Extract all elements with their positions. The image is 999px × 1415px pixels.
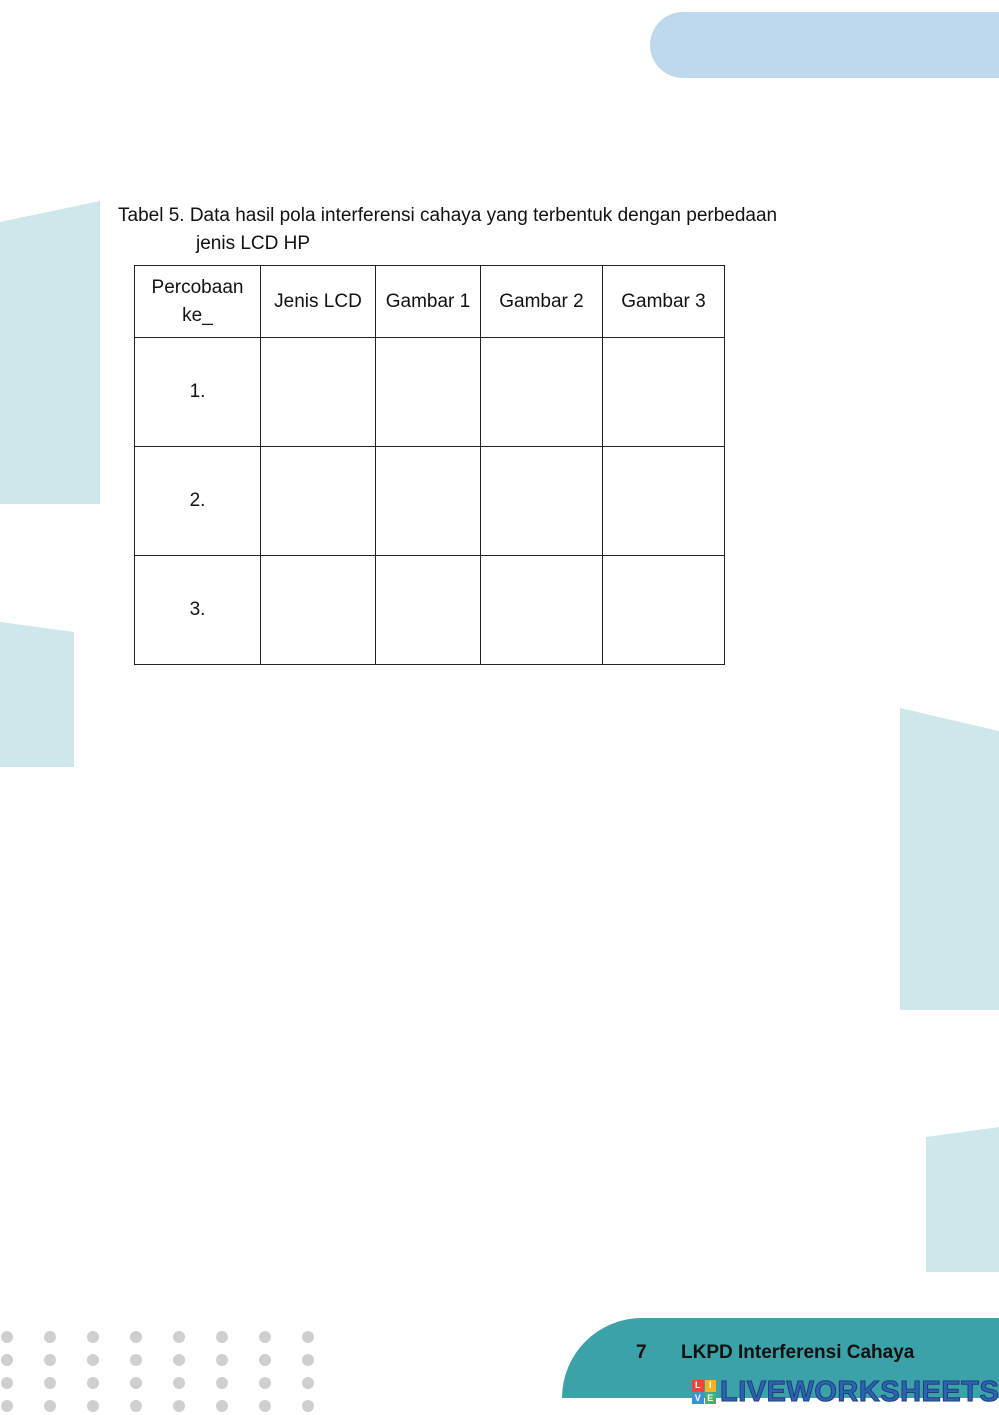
cell-jenis-lcd[interactable] [261, 447, 376, 556]
decor-dot [259, 1331, 271, 1343]
decor-dot [44, 1331, 56, 1343]
liveworksheets-wordmark: LIVEWORKSHEETS [720, 1375, 999, 1408]
decor-dot [44, 1400, 56, 1412]
cell-trial-number: 2. [135, 447, 261, 556]
decor-dot [216, 1377, 228, 1389]
cell-gambar-2[interactable] [481, 556, 603, 665]
decor-dot [1, 1354, 13, 1366]
decor-dot [130, 1354, 142, 1366]
decor-dot [173, 1331, 185, 1343]
footer-title: LKPD Interferensi Cahaya [681, 1342, 915, 1363]
liveworksheets-badge-icon [692, 1380, 716, 1404]
decor-dot [44, 1377, 56, 1389]
caption-line-1: Tabel 5. Data hasil pola interferensi cahaya yang terbentuk dengan perbedaan [118, 205, 778, 226]
badge-letter: E [705, 1393, 717, 1405]
cell-trial-number: 3. [135, 556, 261, 665]
decor-dot [259, 1354, 271, 1366]
cell-gambar-1[interactable] [376, 338, 481, 447]
cell-gambar-3[interactable] [603, 338, 725, 447]
observation-table [134, 265, 725, 665]
decor-dot [302, 1331, 314, 1343]
decor-dot [216, 1354, 228, 1366]
decor-dot [130, 1331, 142, 1343]
page-number: 7 [636, 1342, 647, 1363]
decor-dot [173, 1400, 185, 1412]
dot-grid-decor [0, 1325, 330, 1415]
table-row [135, 338, 725, 447]
badge-letter: I [705, 1380, 717, 1392]
decor-dot [87, 1331, 99, 1343]
badge-letter: V [692, 1393, 704, 1405]
decor-dot [302, 1354, 314, 1366]
cell-jenis-lcd[interactable] [261, 556, 376, 665]
decor-dot [130, 1400, 142, 1412]
decor-dot [130, 1377, 142, 1389]
decor-dot [259, 1377, 271, 1389]
table-row [135, 447, 725, 556]
table-caption [118, 202, 838, 258]
decor-dot [302, 1377, 314, 1389]
cell-gambar-2[interactable] [481, 338, 603, 447]
header-percobaan: Percobaan ke_ [135, 266, 261, 338]
decor-dot [302, 1400, 314, 1412]
decor-dot [1, 1331, 13, 1343]
table-row [135, 556, 725, 665]
right-decor-panel-lower [926, 1127, 999, 1272]
caption-line-2: jenis LCD HP [196, 233, 311, 254]
left-decor-panel-lower [0, 622, 74, 767]
decor-dot [216, 1400, 228, 1412]
decor-dot [173, 1354, 185, 1366]
cell-gambar-1[interactable] [376, 447, 481, 556]
decor-dot [173, 1377, 185, 1389]
left-decor-panel-upper [0, 201, 100, 504]
cell-trial-number: 1. [135, 338, 261, 447]
decor-dot [259, 1400, 271, 1412]
cell-gambar-3[interactable] [603, 447, 725, 556]
right-decor-panel-upper [900, 708, 999, 1010]
header-gambar-3: Gambar 3 [603, 266, 725, 338]
decor-dot [1, 1377, 13, 1389]
badge-letter: L [692, 1380, 704, 1392]
cell-gambar-1[interactable] [376, 556, 481, 665]
cell-gambar-3[interactable] [603, 556, 725, 665]
decor-dot [44, 1354, 56, 1366]
table-header-row [135, 266, 725, 338]
decor-dot [1, 1400, 13, 1412]
header-jenis-lcd: Jenis LCD [261, 266, 376, 338]
liveworksheets-logo[interactable] [692, 1374, 999, 1410]
cell-gambar-2[interactable] [481, 447, 603, 556]
cell-jenis-lcd[interactable] [261, 338, 376, 447]
decor-dot [87, 1354, 99, 1366]
decor-dot [87, 1377, 99, 1389]
header-gambar-2: Gambar 2 [481, 266, 603, 338]
decor-dot [216, 1331, 228, 1343]
decor-dot [87, 1400, 99, 1412]
header-gambar-1: Gambar 1 [376, 266, 481, 338]
